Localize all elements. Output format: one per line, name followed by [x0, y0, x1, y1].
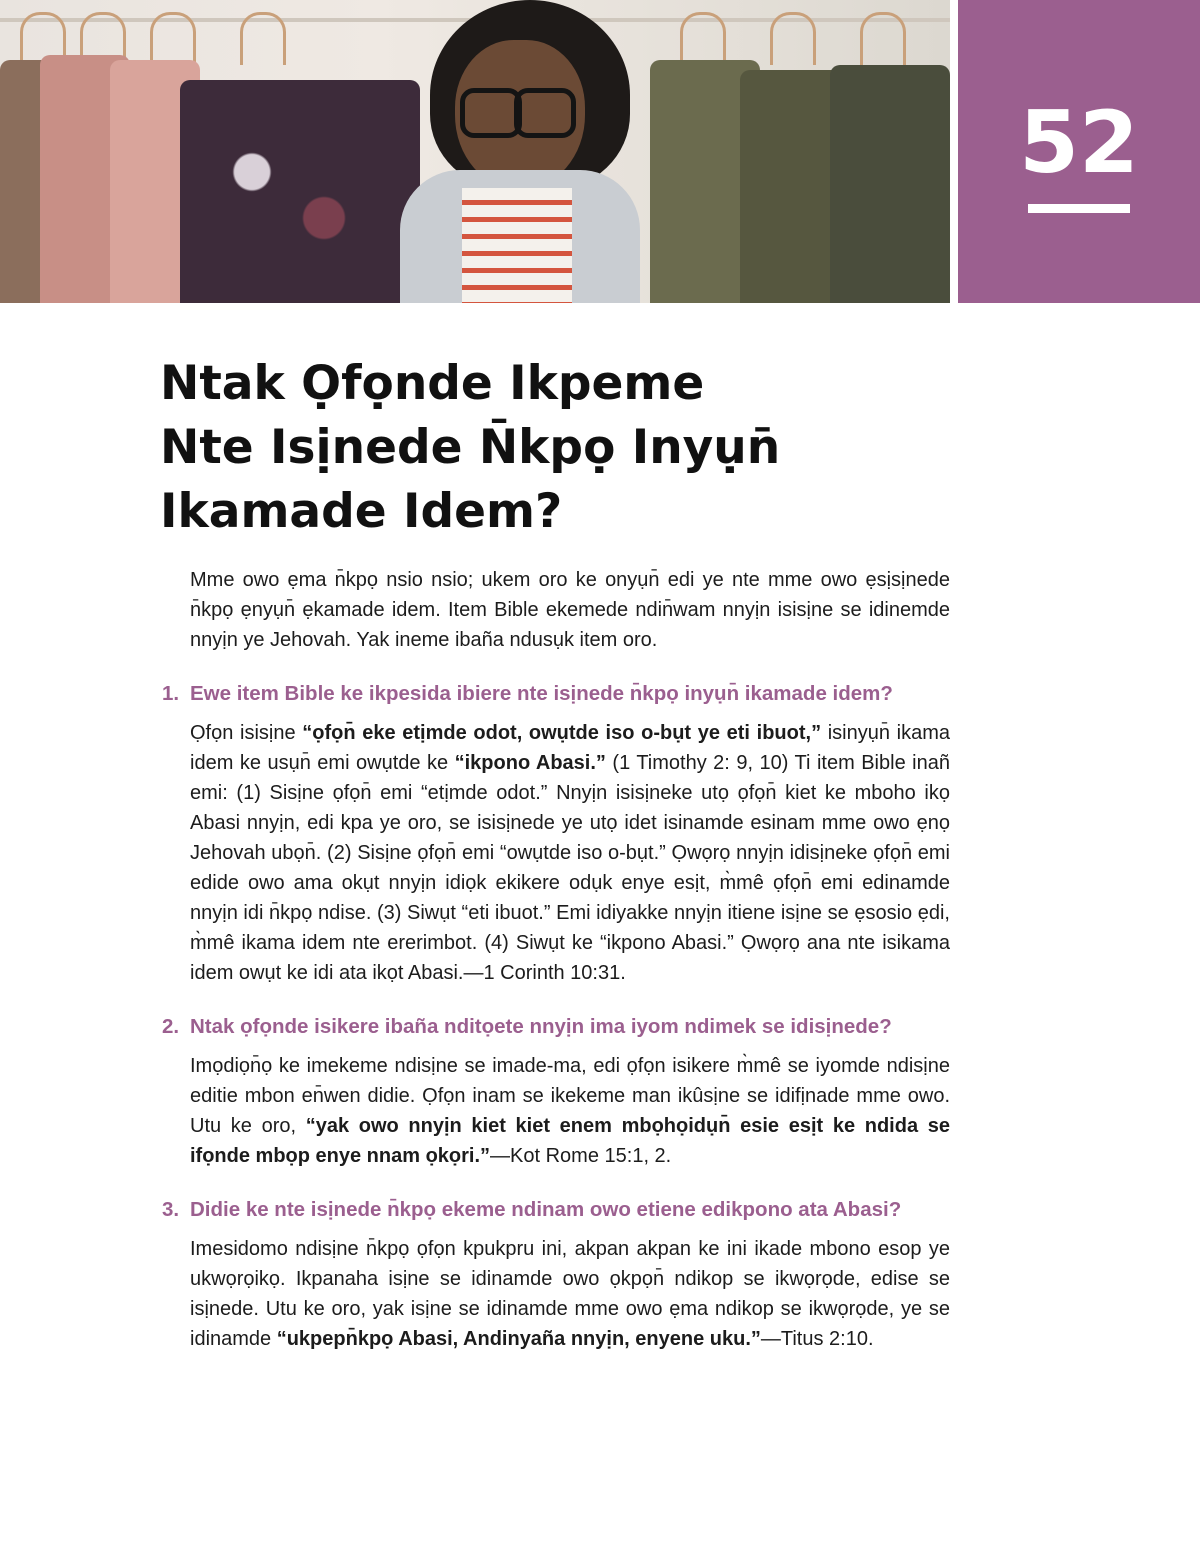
page-title	[160, 352, 860, 544]
hanger	[680, 12, 726, 65]
emphasized-quote: “ikpono Abasi.”	[454, 752, 606, 774]
question-text: Ewe item Bible ke ikpesida ibiere nte isịnede n̄kpọ inyụn̄ ikamade idem?	[190, 682, 893, 705]
chapter-number: 52	[1019, 93, 1139, 193]
answer-paragraph	[190, 718, 950, 988]
question-heading	[162, 1195, 950, 1224]
emphasized-quote: “yak owo nnyịn kiet kiet enem mbọhọidụn̄ esie esịt ke ndida se ifọnde mbọp enye nnam ọkọri.”	[190, 1115, 950, 1167]
question-number: 3.	[162, 1198, 180, 1221]
answer-text: (1 Timothy 2: 9, 10) Ti item Bible inañ emi: (1) Sisịne ọfọn̄ emi “etịmde odot.” Nnyịn isisịneke utọ ọfọn̄ kiet ke mboho ikọ Abasi nnyịn, edi kpa ye oro, se isisịnede ye utọ idet isinamde esinam mme owo ẹnọ Jehovah ubọn̄. (2) Sisịne ọfọn̄ emi “owụtde iso o-bụt.” Ọwọrọ nnyịn idisịneke ọfọn̄ emi edide owo ama okụt nnyịn idiọk ekikere odụk enye esịt, m̀mê ọfọn̄ emi edinamde nnyịn idi n̄kpọ ndise. (3) Siwụt “eti ibuot.” Emi idiyakke nnyịn itiene isịne se ẹsosio ẹdi, m̀mê ikama idem nte ererimbot. (4) Siwụt ke “ikpono Abasi.” Ọwọrọ ana nte isikama idem owụt ke idi ata ikọt Abasi.—1 Corinth 10:31.	[190, 752, 950, 984]
emphasized-quote: “ukpepn̄kpọ Abasi, Andinyaña nnyịn, enyene uku.”	[276, 1328, 761, 1350]
chapter-underline	[1028, 204, 1130, 213]
question-heading	[162, 1012, 950, 1041]
chapter-badge	[958, 0, 1200, 303]
hanger	[150, 12, 196, 65]
emphasized-quote: “ọfọn̄ eke etịmde odot, owụtde iso o-bụt ye eti ibuot,”	[302, 722, 822, 744]
title-line: Ntak Ọfọnde Ikpeme	[160, 356, 705, 411]
answer-text: Ọfọn isisịne	[190, 722, 303, 744]
glasses-icon	[514, 88, 576, 138]
striped-shirt	[462, 188, 572, 303]
question-heading	[162, 679, 950, 708]
garment	[830, 65, 950, 303]
question-text: Ntak ọfọnde isikere ibaña nditọete nnyịn ima iyom ndimek se idisịnede?	[190, 1015, 892, 1038]
question-text: Didie ke nte isịnede n̄kpọ ekeme ndinam owo etiene edikpono ata Abasi?	[190, 1198, 902, 1221]
glasses-icon	[460, 88, 522, 138]
answer-text: —Titus 2:10.	[760, 1328, 874, 1350]
question-number: 2.	[162, 1015, 180, 1038]
lesson-body	[162, 565, 951, 1378]
answer-paragraph	[190, 1051, 950, 1171]
question-section	[162, 679, 951, 988]
title-line: Ikamade Idem?	[160, 484, 563, 539]
answer-text: —Kot Rome 15:1, 2.	[490, 1145, 672, 1167]
floral-garment	[180, 80, 420, 303]
hanger	[770, 12, 816, 65]
answer-text: Imọdiọn̄ọ ke imekeme ndisịne se imade-ma, edi ọfọn isikere m̀mê se iyomde ndisịne editie mbon en̄wen didie. Ọfọn inam se ikekeme man ikûsịne se idifịnade mme owo. Utu ke oro,	[190, 1055, 950, 1137]
question-section	[162, 1195, 950, 1354]
answer-paragraph	[190, 1234, 950, 1354]
hanger	[240, 12, 286, 65]
answer-text: isinyụn̄ ikama idem ke usụn̄ emi owụtde ke	[190, 722, 951, 774]
title-line: Nte Isịnede N̄kpọ Inyụn̄	[160, 420, 781, 475]
answer-text: Imesidomo ndisịne n̄kpọ ọfọn kpukpru ini, akpan akpan ke ini ikade mbono esop ye ukwọrọikọ. Ikpanaha isịne se idinamde owo ọkpọn̄ ndikop se ikwọrọde, edise se isịnede. Utu ke oro, yak isịne se idinamde mme owo ẹma ndikop se ikwọrọde, ye se idinamde	[190, 1238, 950, 1350]
hero-photo	[0, 0, 950, 303]
intro-paragraph: Mme owo ẹma n̄kpọ nsio nsio; ukem oro ke onyụn̄ edi ye nte mme owo ẹsịsịnede n̄kpọ ẹnyụn̄ ẹkamade idem. Item Bible ekemede ndin̄wam nnyịn isisịne se idinemde nnyịn ye Jehovah. Yak ineme ibaña ndusụk item oro.	[190, 569, 950, 651]
question-number: 1.	[162, 682, 180, 705]
question-section	[162, 1012, 950, 1171]
hanger	[860, 12, 906, 65]
